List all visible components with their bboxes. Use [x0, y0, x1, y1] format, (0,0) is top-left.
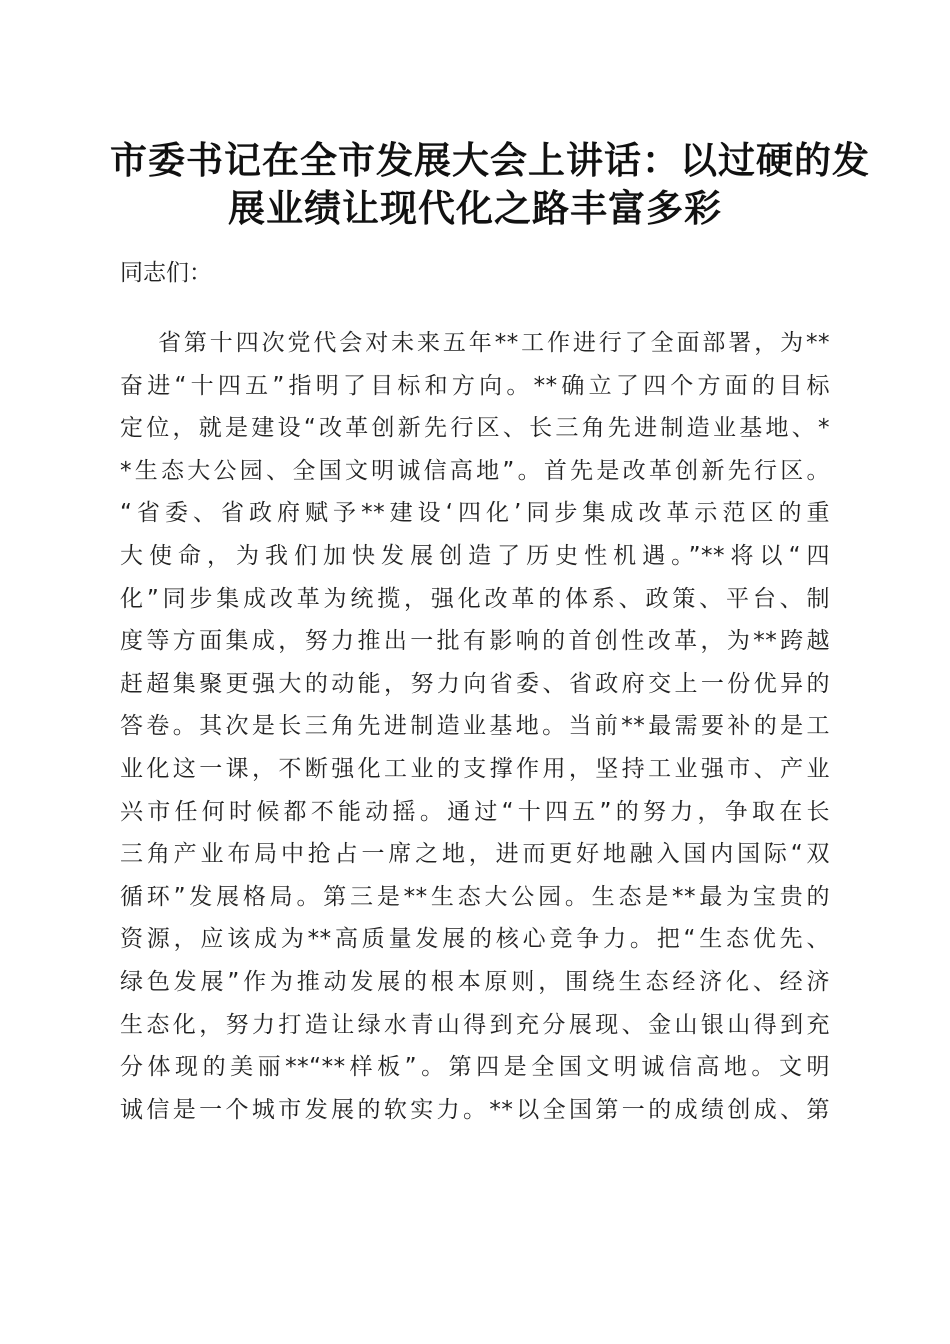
- body-line: 生态化，努力打造让绿水青山得到充分展现、金山银山得到充: [120, 1011, 830, 1038]
- body-line: 兴市任何时候都不能动摇。通过“十四五”的努力，争取在长: [120, 798, 830, 825]
- body-line: 分体现的美丽**“**样板”。第四是全国文明诚信高地。文明: [120, 1054, 830, 1081]
- title-line-1: 市委书记在全市发展大会上讲话：以过硬的发: [110, 138, 870, 182]
- body-line: 资源，应该成为**高质量发展的核心竞争力。把“生态优先、: [120, 926, 830, 953]
- body-line: *生态大公园、全国文明诚信高地”。首先是改革创新先行区。: [120, 457, 830, 484]
- body-line: “省委、省政府赋予**建设‘四化’同步集成改革示范区的重: [120, 500, 830, 527]
- body-line: 答卷。其次是长三角先进制造业基地。当前**最需要补的是工: [120, 713, 830, 740]
- body-line: 定位，就是建设“改革创新先行区、长三角先进制造业基地、*: [120, 415, 830, 442]
- title-line-2: 展业绩让现代化之路丰富多彩: [228, 186, 722, 230]
- body-line: 循环”发展格局。第三是**生态大公园。生态是**最为宝贵的: [120, 883, 830, 910]
- body-line: 诚信是一个城市发展的软实力。**以全国第一的成绩创成、第: [120, 1096, 830, 1123]
- body-line: 三角产业布局中抢占一席之地，进而更好地融入国内国际“双: [120, 841, 830, 868]
- body-line: 奋进“十四五”指明了目标和方向。**确立了四个方面的目标: [120, 372, 830, 399]
- body-line: 化”同步集成改革为统揽，强化改革的体系、政策、平台、制: [120, 585, 830, 612]
- salutation: 同志们：: [120, 260, 212, 286]
- body-line: 省第十四次党代会对未来五年**工作进行了全面部署，为**: [158, 330, 830, 356]
- body-line: 赶超集聚更强大的动能，努力向省委、省政府交上一份优异的: [120, 670, 830, 697]
- body-line: 度等方面集成，努力推出一批有影响的首创性改革，为**跨越: [120, 628, 830, 655]
- body-paragraph: [120, 322, 830, 1131]
- body-line: 大使命，为我们加快发展创造了历史性机遇。”**将以“四: [120, 542, 830, 569]
- body-line: 绿色发展”作为推动发展的根本原则，围绕生态经济化、经济: [120, 968, 830, 995]
- body-line: 业化这一课，不断强化工业的支撑作用，坚持工业强市、产业: [120, 755, 830, 782]
- document-title: [110, 136, 870, 232]
